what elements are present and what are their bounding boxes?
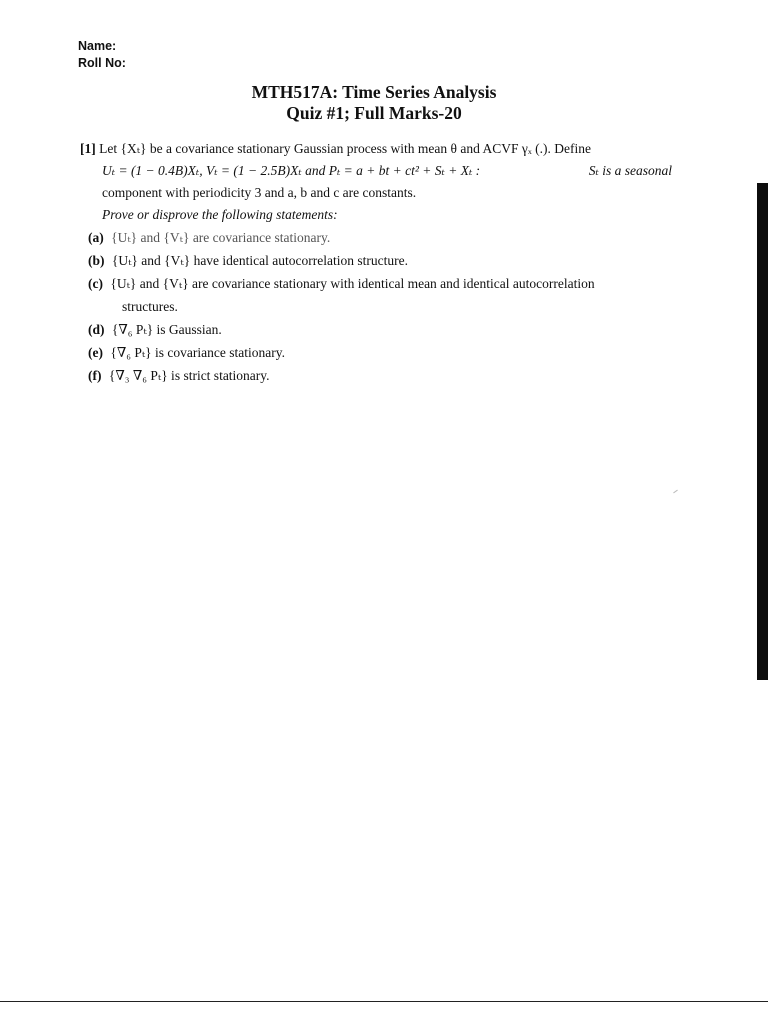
- question-1: [80, 138, 672, 226]
- part-text: {Uₜ} and {Vₜ} are covariance stationary with identical mean and identical autocorrelation: [110, 276, 595, 291]
- scan-speck: [673, 490, 678, 494]
- roll-number-label: Roll No:: [78, 56, 126, 70]
- part-text: {Uₜ} and {Vₜ} have identical autocorrelation structure.: [111, 253, 408, 268]
- part-text: {∇₃ ∇₆ Pₜ} is strict stationary.: [108, 368, 270, 383]
- question-line-3: component with periodicity 3 and a, b and c are constants.: [102, 185, 417, 200]
- part-b: [88, 249, 678, 272]
- part-text: {∇₆ Pₜ} is Gaussian.: [111, 322, 222, 337]
- part-c: [88, 272, 678, 295]
- part-label: (c): [88, 276, 103, 291]
- part-label: (b): [88, 253, 105, 268]
- scan-edge-shadow: [757, 183, 768, 680]
- scan-bottom-edge: [0, 1001, 768, 1002]
- question-text-line-1: Let {Xₜ} be a covariance stationary Gaussian process with mean θ and ACVF γₓ (.). Define: [99, 141, 591, 156]
- part-label: (f): [88, 368, 102, 383]
- question-line-1: [80, 138, 672, 160]
- question-seasonal-text: Sₜ is a seasonal: [588, 163, 672, 178]
- question-parts-list: [88, 226, 678, 387]
- part-a: [88, 226, 678, 249]
- course-title: MTH517A: Time Series Analysis: [251, 82, 497, 102]
- student-info-header: [78, 38, 126, 72]
- part-c-continuation: structures.: [122, 299, 178, 314]
- quiz-title: Quiz #1; Full Marks-20: [286, 103, 462, 123]
- question-definitions: Uₜ = (1 − 0.4B)Xₜ, Vₜ = (1 − 2.5B)Xₜ and Pₜ = a + bt + ct² + Sₜ + Xₜ :: [102, 163, 481, 178]
- question-instruction: Prove or disprove the following statements:: [102, 207, 338, 222]
- part-label: (a): [88, 230, 104, 245]
- question-number: [1]: [80, 141, 96, 156]
- part-text: {∇₆ Pₜ} is covariance stationary.: [110, 345, 285, 360]
- part-d: [88, 318, 678, 341]
- part-label: (d): [88, 322, 105, 337]
- question-line-2: [80, 160, 672, 182]
- part-f: [88, 364, 678, 387]
- document-title: [0, 82, 748, 124]
- part-text: {Uₜ} and {Vₜ} are covariance stationary.: [111, 230, 331, 245]
- part-e: [88, 341, 678, 364]
- name-label: Name:: [78, 39, 117, 53]
- part-label: (e): [88, 345, 103, 360]
